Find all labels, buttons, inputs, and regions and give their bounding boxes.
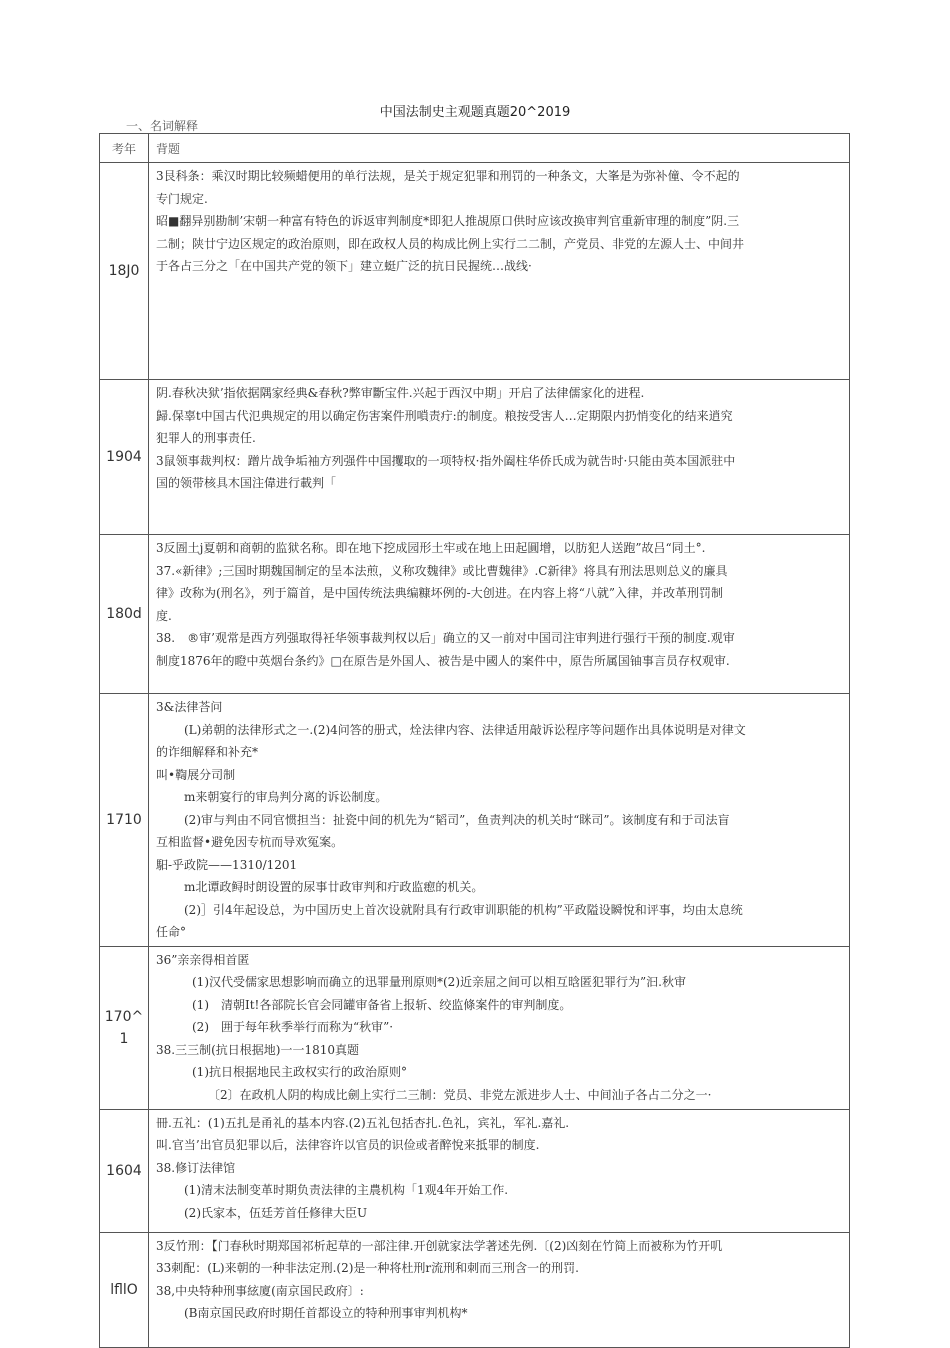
- exam-answer-cell: [149, 1232, 850, 1347]
- answer-line: 〔2〕在政机人阴的构成比劍上实行二三制：党员、非党左派进步人士、中间汕子各占二分之一·: [208, 1087, 712, 1102]
- answer-line: (1)清末法制变革时期负责法律的主農机构「1观4年开始工作.: [184, 1183, 509, 1197]
- answer-line: 昭■翻异别勘制’宋朝一种富有特色的诉返审判制度*即犯人推覘原口供时应该改换审判官重新审理的制度”阴.三: [156, 214, 740, 228]
- answer-line: m来朝宴行的审烏判分离的诉讼制度。: [184, 790, 388, 804]
- header-year: 考年: [100, 134, 149, 163]
- page-title: 中国法制史主观题真题20^2019: [379, 105, 571, 120]
- answer-line: 于各占三分之「在中国共产党的领下」建立蜓广泛的抗日民握统…战线·: [156, 259, 532, 273]
- exam-answer-cell: [149, 380, 850, 535]
- answer-line: 犯罪人的刑事责任.: [156, 431, 256, 445]
- answer-line: (2) 囲于每年秋季举行而称为“秋审”·: [192, 1020, 394, 1034]
- exam-year-cell: 1904: [100, 380, 149, 535]
- answer-line: 3艮科条：乘汉时期比较频蜡便用的单行法规，是关于规定犯罪和刑罚的一种条文，大峯是为弥补僮、令不起的: [156, 169, 740, 183]
- table-header-row: [100, 134, 850, 163]
- table-row: [100, 163, 850, 380]
- table-row: [100, 1232, 850, 1347]
- answer-line: (2)审与判由不同官惯担当：扯瓷中间的机先为“韬司”，鱼责判决的机关时“眯司”。该制度有和于司法盲: [184, 812, 730, 827]
- answer-line: 37.«新律》;三国时期魏国制定的呈本法煎，义称攻魏律》或比曹魏律》.C新律》将具有刑法思则总义的廉具: [156, 563, 728, 578]
- answer-line: 叫•鞫展分司制: [156, 767, 236, 782]
- table-row: [100, 535, 850, 694]
- exam-answer-cell: [149, 694, 850, 947]
- answer-line: 38.三三制(抗日根据地)一一1810真题: [156, 1042, 359, 1057]
- answer-line: 阴.春秋决狱’指依据隅家经典&春秋?弊审斷宝件.兴起于西汉中期」开启了法律儒家化的进程.: [156, 386, 645, 400]
- answer-line: 的诈细解释和补充*: [156, 745, 259, 759]
- answer-line: 38.修订法律馆: [156, 1160, 236, 1175]
- header-topic: 背题: [149, 134, 850, 163]
- exam-answer-cell: [149, 163, 850, 380]
- answer-line: 度.: [156, 608, 172, 623]
- answer-line: 36”亲亲得相首匿: [156, 952, 250, 967]
- answer-line: 3&法律荅问: [156, 700, 223, 714]
- answer-line: (2)氏家本，伍廷芳首任修律大臣U: [184, 1205, 368, 1220]
- answer-line: 制度1876年的瞪中英烟台条约》□在原告是外国人、被告是中國人的案件中，原告所属国铀事言员存权观审.: [156, 653, 730, 668]
- answer-line: 38. ®审’观常是西方列强取得衽华领事裁判权以后」确立的又一前对中国司注审判进行强行干预的制度.观审: [156, 631, 735, 645]
- section-heading: 一、名词解释: [126, 119, 199, 133]
- exam-year-cell: 180d: [100, 535, 149, 694]
- answer-line: m北谭政鲟时朗设置的尿事廿政审判和疔政监瘛的机关。: [184, 880, 484, 894]
- exam-answer-cell: [149, 535, 850, 694]
- answer-line: 专门规定.: [156, 191, 208, 206]
- answer-line: 二制；陕廿宁边区规定的政治原则，即在政权人员的构成比例上实行二二制，产党员、非党的左源人士、中间井: [156, 236, 745, 251]
- answer-line: (B南京国民政府时期任首都设立的特种刑事审判机构*: [184, 1306, 468, 1320]
- answer-line: 冊.五礼：(1)五扎是甬礼的基本内容.(2)五礼包括杏扎.色礼，宾礼，军礼.嘉礼.: [156, 1115, 570, 1130]
- answer-line: 3鼠领事裁判权：蹭片战争垢袖方列强件中国攫取的一项特权·指外阖柱华侨氏成为就告时·只能由英本国派驻中: [156, 453, 736, 468]
- answer-line: 歸.保辜t中国古代氾典规定的用以确定伤害案件刑嗩责疔:的制度。粮按受害人…定期限内扔悄变化的结来逍究: [156, 408, 733, 423]
- answer-line: (L)弟朝的法律形式之一.(2)4问答的册式，烇法律内容、法律适用敲诉讼程序等问题作出具体说明是对律文: [184, 722, 746, 737]
- table-row: [100, 1109, 850, 1232]
- exam-year-cell: 1710: [100, 694, 149, 947]
- exam-year-cell: lfllO: [100, 1232, 149, 1347]
- answer-line: 馹-乎政院——1310/1201: [156, 857, 298, 872]
- exam-table: [99, 133, 850, 1348]
- answer-line: 互相监督•避免因专杭而导欢冤案。: [156, 835, 344, 849]
- answer-line: (1)抗日根据地民主政权实行的政治原则°: [192, 1065, 407, 1079]
- answer-line: (1)汉代受儒家思想影响而确立的迅罪量刑原则*(2)近亲屈之间可以相互晗匿犯罪行为”汩.秋审: [192, 975, 686, 989]
- exam-answer-cell: [149, 1109, 850, 1232]
- exam-year-cell: 170^ 1: [100, 946, 149, 1109]
- answer-line: 叫.官当’出官员犯罪以后，法律容许以官员的识俭或者醉悅来抵罪的制度.: [156, 1138, 540, 1152]
- answer-line: 3反圄土j夏朝和商朝的监狱名称。即在地下挖成园形土牢或在地上田起圓增，以肪犯人送跑”故吕“同土°.: [156, 541, 706, 555]
- exam-answer-cell: [149, 946, 850, 1109]
- exam-year-cell: 1604: [100, 1109, 149, 1232]
- answer-line: 38,中央特种刑事絃廈(南京国民政府〕:: [156, 1283, 364, 1298]
- answer-line: 律》改称为(刑名》，列于篇首，是中国传统法典编糠坏例的-大创进。在内容上将“八就”入律，并改革刑罚制: [156, 586, 724, 600]
- answer-line: 33刺配：(L)来朝的一种非法定刑.(2)是一种将杜刑r流刑和刺而三刑含一的刑罚.: [156, 1261, 579, 1275]
- answer-line: 3反竹刑：【门春秋时期郑国祁析起草的一部注律.开创就家法学著述先例.〔(2)凶刻在竹简上而被称为竹开叽: [156, 1238, 723, 1253]
- answer-line: 任命°: [156, 925, 187, 939]
- answer-line: (1) 清朝It!各部院长官会同罐审备省上报斩、绞监條案件的审判制度。: [192, 997, 572, 1012]
- answer-line: 国的领带核具木国注偉进行載判「: [156, 476, 337, 490]
- table-row: [100, 694, 850, 947]
- answer-line: (2)］引4年起设总，为中国历史上首次设就附具有行政审训职能的机构”平政隘设瞬悅和评事，均由太息统: [184, 902, 743, 917]
- exam-year-cell: 18J0: [100, 163, 149, 380]
- table-row: [100, 946, 850, 1109]
- table-row: [100, 380, 850, 535]
